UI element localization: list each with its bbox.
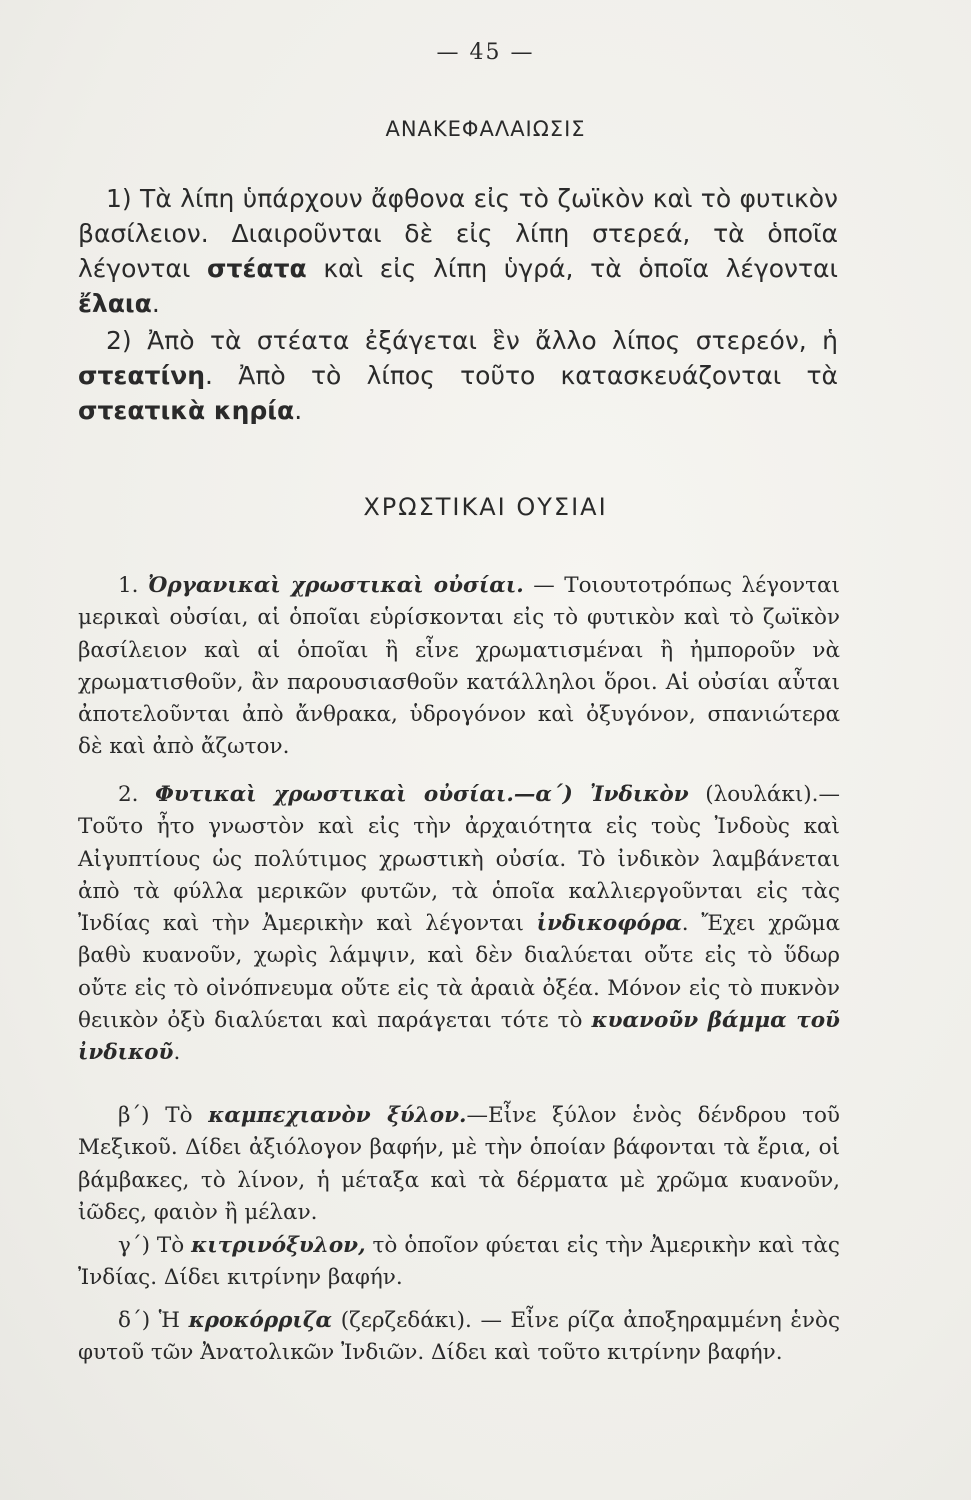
section-2d-paragraph: δ΄) Ἡ κροκόρριζα (ζερζεδάκι). — Εἶνε ρίζα ἀποξηραμμένη ἑνὸς φυτοῦ τῶν Ἀνατολικῶν Ἰνδιῶν. Δίδει καὶ τοῦτο κιτρίνην βαφήν. — [78, 1308, 840, 1366]
section-2b-paragraph: β΄) Τὸ καμπεχιανὸν ξύλον.—Εἶνε ξύλον ἑνὸς δένδρου τοῦ Μεξικοῦ. Δίδει ἀξιόλογον βαφήν, μὲ τὴν ὁποίαν βάφονται τὰ ἔρια, οἱ βάμβακες, τὸ λίνον, ἡ μέταξα καὶ τὰ δέρματα μὲ χρῶμα κυανοῦν, ἰῶδες, φαιὸν ἢ μέλαν. — [78, 1103, 840, 1225]
summary-paragraph-2: 2) Ἀπὸ τὰ στέατα ἐξάγεται ἓν ἄλλο λίπος στερεόν, ἡ στεατίνη. Ἀπὸ τὸ λίπος τοῦτο κατασκευάζονται τὰ στεατικὰ κηρία. — [78, 326, 838, 425]
section-2-paragraph: 2. Φυτικαὶ χρωστικαὶ οὐσίαι.—α΄) Ἰνδικὸν (λουλάκι).— Τοῦτο ἦτο γνωστὸν καὶ εἰς τὴν ἀρχαιότητα εἰς τοὺς Ἰνδοὺς καὶ Αἰγυπτίους ὡς πολύτιμος χρωστικὴ οὐσία. Τὸ ἰνδικὸν λαμβάνεται ἀπὸ τὰ φύλλα μερικῶν φυτῶν, τὰ ὁποῖα καλλιεργοῦνται εἰς τὰς Ἰνδίας καὶ τὴν Ἀμερικὴν καὶ λέγονται ἰνδικοφόρα. Ἔχει χρῶμα βαθὺ κυανοῦν, χωρὶς λάμψιν, καὶ δὲν διαλύεται οὔτε εἰς τὸ ὕδωρ οὔτε εἰς τὸ οἰνόπνευμα οὔτε εἰς τὰ ἀραιὰ ὀξέα. Μόνον εἰς τὸ πυκνὸν θειικὸν ὀξὺ διαλύεται καὶ παράγεται τότε τὸ κυανοῦν βάμμα τοῦ ἰνδικοῦ. — [78, 782, 841, 1066]
summary-heading: ΑΝΑΚΕΦΑΛΑΙΩΣΙΣ — [385, 117, 586, 141]
section-1-paragraph: 1. Ὀργανικαὶ χρωστικαὶ οὐσίαι. — Τοιουτοτρόπως λέγονται μερικαὶ οὐσίαι, αἱ ὁποῖαι εὑρίσκονται εἰς τὸ φυτικὸν καὶ τὸ ζωϊκὸν βασίλειον καὶ αἱ ὁποῖαι ἢ εἶνε χρωματισμέναι ἢ ἠμποροῦν νὰ χρωματισθοῦν, ἂν παρουσιασθοῦν κατάλληλοι ὅροι. Αἱ οὐσίαι αὗται ἀποτελοῦνται ἀπὸ ἄνθρακα, ὑδρογόνον καὶ ὀξυγόνον, σπανιώτερα δὲ καὶ ἀπὸ ἄζωτον. — [78, 573, 840, 760]
page-number: — 45 — — [436, 40, 535, 65]
section-2g-paragraph: γ΄) Τὸ κιτρινόξυλον, τὸ ὁποῖον φύεται εἰς τὴν Ἀμερικὴν καὶ τὰς Ἰνδίας. Δίδει κιτρίνην βαφήν. — [78, 1233, 840, 1291]
dyes-heading: ΧΡΩΣΤΙΚΑΙ ΟΥΣΙΑΙ — [363, 493, 608, 521]
summary-paragraph-1: 1) Τὰ λίπη ὑπάρχουν ἄφθονα εἰς τὸ ζωϊκὸν καὶ τὸ φυτικὸν βασίλειον. Διαιροῦνται δὲ εἰς λίπη στερεά, τὰ ὁποῖα λέγονται στέατα καὶ εἰς λίπη ὑγρά, τὰ ὁποῖα λέγονται ἔλαια. — [78, 184, 838, 318]
